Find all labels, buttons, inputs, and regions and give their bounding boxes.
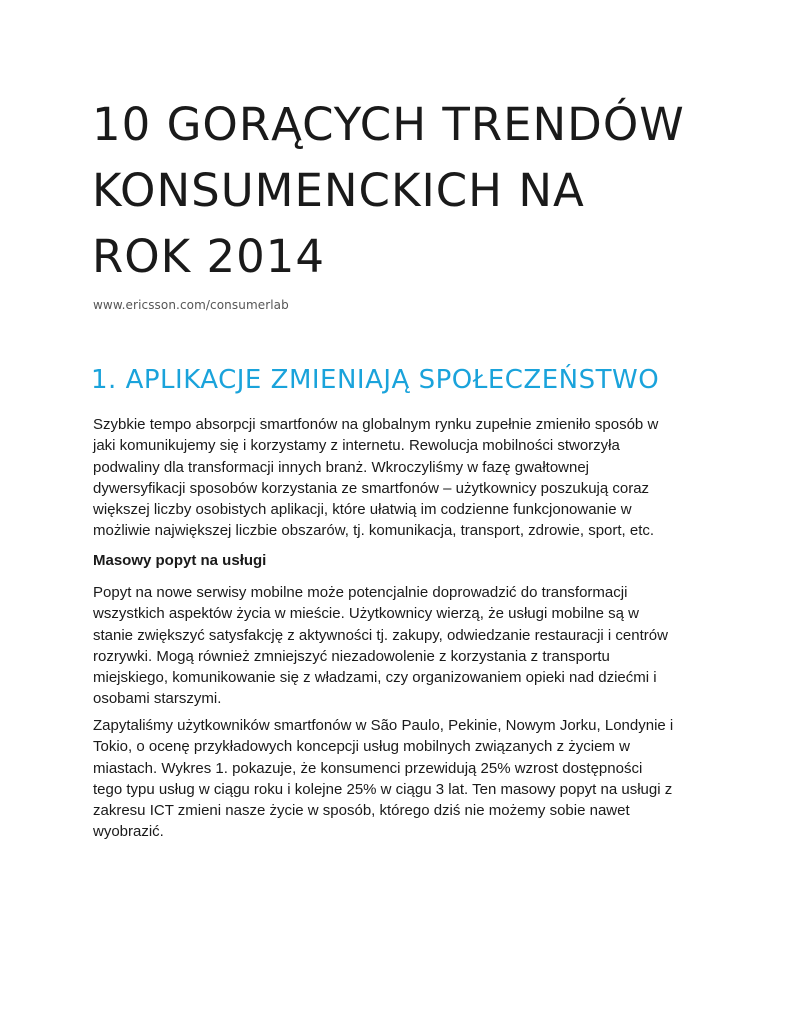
text-line: miastach. Wykres 1. pokazuje, że konsumenci przewidują 25% wzrost dostępności [93, 759, 643, 777]
title-line: 10 GORĄCYCH TRENDÓW [92, 98, 685, 151]
text-line: możliwie największej liczbie obszarów, tj. komunikacja, transport, zdrowie, sport, etc. [93, 522, 655, 540]
text-line: wszystkich aspektów życia w mieście. Użytkownicy wierzą, że usługi mobilne są w [93, 605, 640, 623]
document-title [92, 92, 732, 290]
paragraph-demand [93, 582, 708, 710]
text-line: tego typu usług w ciągu roku i kolejne 25% w ciągu 3 lat. Ten masowy popyt na usługi z [93, 780, 673, 798]
text-line: stanie zwiększyć satysfakcję z aktywności tj. zakupy, odwiedzanie restauracji i centrów [93, 626, 668, 644]
text-line: Szybkie tempo absorpcji smartfonów na globalnym rynku zupełnie zmieniło sposób w [93, 416, 659, 433]
text-line: podwaliny dla transformacji innych branż. Wkroczyliśmy w fazę gwałtownej [93, 458, 590, 476]
source-url: www.ericsson.com/consumerlab [93, 298, 289, 312]
text-line: Popyt na nowe serwisy mobilne może potencjalnie doprowadzić do transformacji [93, 584, 628, 601]
subheading: Masowy popyt na usługi [93, 552, 267, 569]
title-line: ROK 2014 [92, 230, 326, 283]
text-line: miejskiego, komunikowanie się z władzami, czy organizowaniem opieki nad dziećmi i [93, 669, 657, 687]
text-line: Zapytaliśmy użytkowników smartfonów w São Paulo, Pekinie, Nowym Jorku, Londynie i [93, 717, 674, 734]
text-line: jaki komunikujemy się i korzystamy z internetu. Rewolucja mobilności stworzyła [93, 437, 620, 455]
text-line: Tokio, o ocenę przykładowych koncepcji usług mobilnych związanych z życiem w [93, 738, 630, 756]
text-line: wyobrazić. [93, 823, 164, 841]
section-heading: 1. APLIKACJE ZMIENIAJĄ SPOŁECZEŃSTWO [91, 365, 660, 395]
text-line: rozrywki. Mogą również zmniejszyć niezadowolenie z korzystania z transportu [93, 647, 610, 665]
paragraph-survey [93, 715, 708, 843]
text-line: większej liczby osobistych aplikacji, które ułatwią im codzienne funkcjonowanie w [93, 501, 632, 519]
paragraph-intro [93, 414, 708, 542]
text-line: zakresu ICT zmieni nasze życie w sposób, którego dziś nie możemy sobie nawet [93, 802, 630, 820]
text-line: osobami starszymi. [93, 690, 222, 708]
title-line: KONSUMENCKICH NA [92, 164, 585, 217]
text-line: dywersyfikacji sposobów korzystania ze smartfonów – użytkownicy poszukują coraz [93, 479, 650, 497]
